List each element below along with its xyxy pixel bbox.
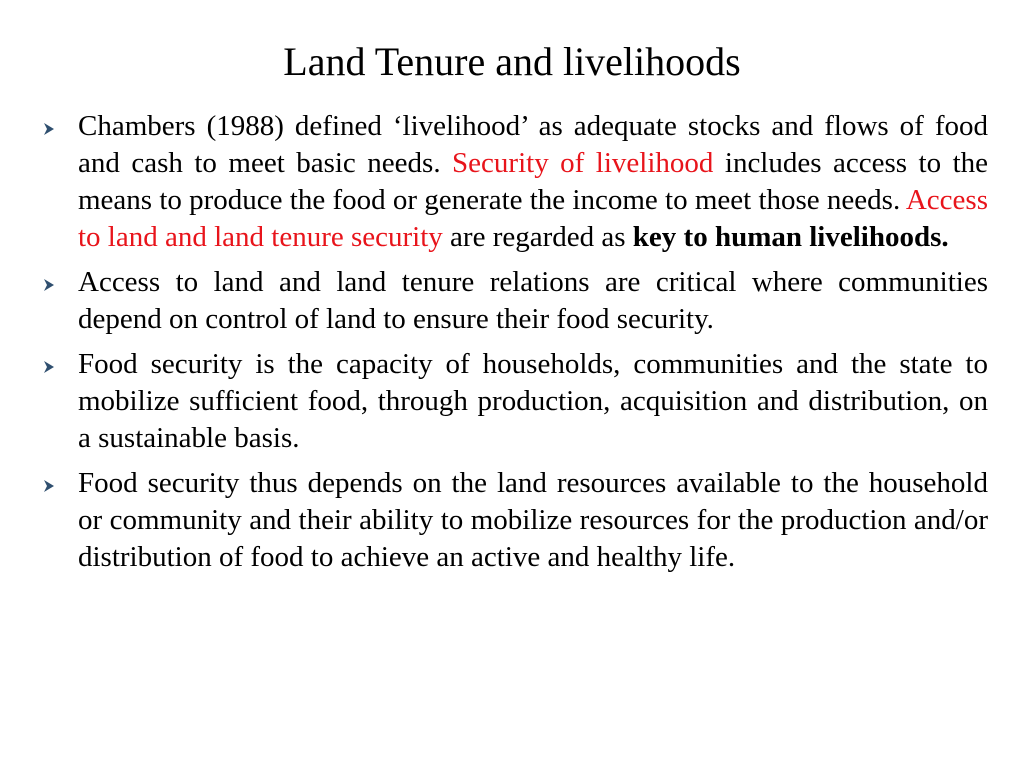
bullet-item xyxy=(42,264,988,338)
bold-text-key-to-livelihoods: key to human livelihoods. xyxy=(632,221,949,253)
bullet-text-segment: are regarded as xyxy=(442,221,633,253)
highlight-text-security-of-livelihood: Security of livelihood xyxy=(452,147,714,179)
bullet-text-segment: Food security thus depends on the land resources available to the household or community and their ability to mobilize resources for the production and/or distribution of food to achieve an active and healthy life. xyxy=(78,467,988,573)
bullet-item xyxy=(42,346,988,457)
bullet-list xyxy=(42,108,988,584)
slide-title: Land Tenure and livelihoods xyxy=(283,39,741,84)
bullet-text-segment: Chambers (1988) defined ‘livelihood’ as adequate stocks and flows of food and cash to meet basic needs. xyxy=(78,110,988,179)
arrowhead-bullet-icon xyxy=(42,278,56,292)
arrowhead-bullet-icon xyxy=(42,122,56,136)
bullet-text-segment: includes access to the means to produce the food or generate the income to meet those needs. xyxy=(78,147,988,216)
bullet-text-segment: Access to land and land tenure relations are critical where communities depend on control of land to ensure their food security. xyxy=(78,266,988,335)
bullet-item xyxy=(42,108,988,256)
highlight-text-land-tenure-security: Access to land and land tenure security xyxy=(78,184,988,253)
bullet-item xyxy=(42,465,988,576)
arrowhead-bullet-icon xyxy=(42,360,56,374)
arrowhead-bullet-icon xyxy=(42,479,56,493)
bullet-text-segment: Food security is the capacity of households, communities and the state to mobilize sufficient food, through production, acquisition and distribution, on a sustainable basis. xyxy=(78,348,988,454)
